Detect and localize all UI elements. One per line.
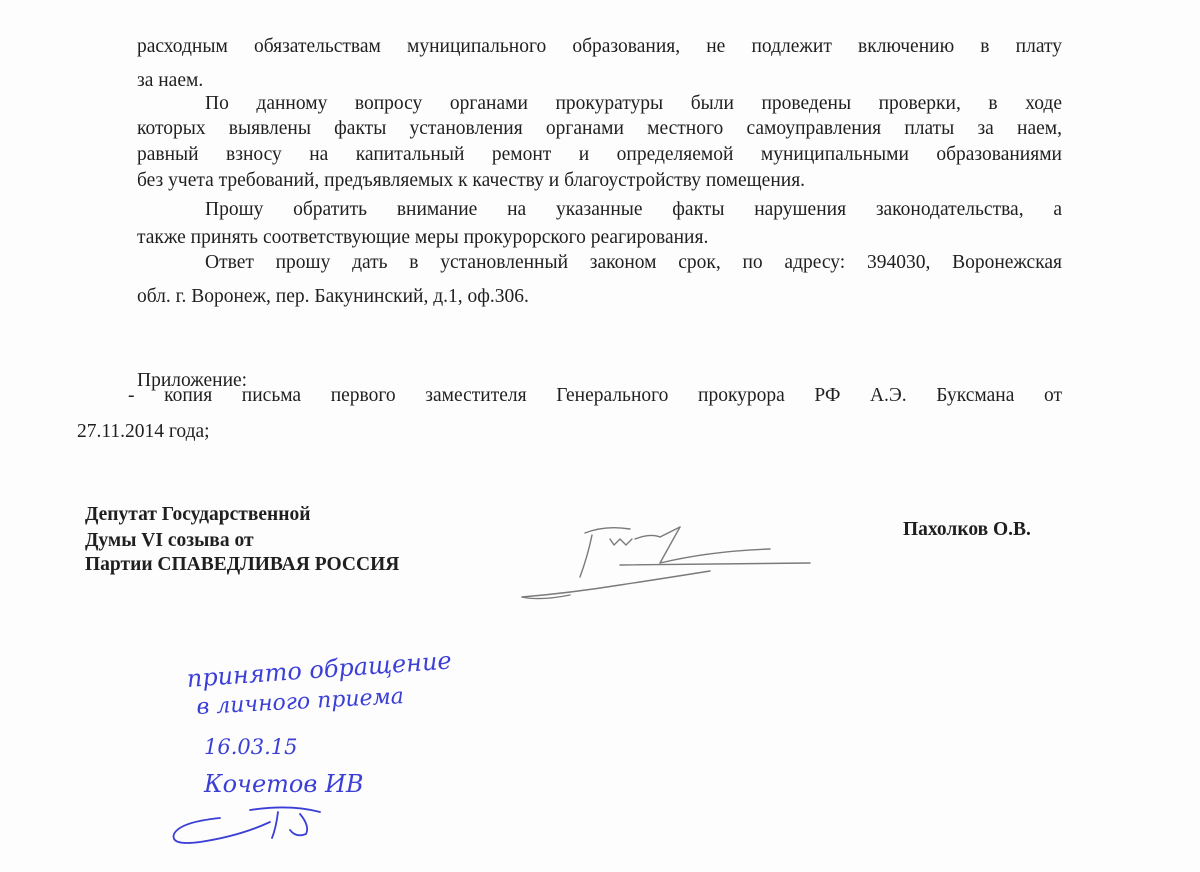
body-line-7: Прошу обратить внимание на указанные факты нарушения законодательства, а — [205, 200, 1062, 220]
attachment-line-2: 27.11.2014 года; — [77, 421, 210, 442]
deputy-signature — [510, 505, 830, 615]
body-line-9: Ответ прошу дать в установленный законом срок, по адресу: 394030, Воронежская — [205, 253, 1062, 273]
handwritten-note-signer: Кочетов ИВ — [204, 770, 364, 798]
body-line-1: расходным обязательствам муниципального образования, не подлежит включению в плату — [137, 37, 1062, 57]
handwritten-signature — [160, 800, 360, 860]
signatory-title-line-2: Думы VI созыва от — [85, 530, 254, 551]
handwritten-note-date: 16.03.15 — [204, 735, 298, 759]
body-line-6: без учета требований, предъявляемых к качеству и благоустройству помещения. — [137, 170, 806, 191]
attachment-line-1: - копия письма первого заместителя Генерального прокурора РФ А.Э. Буксмана от — [128, 386, 1062, 406]
body-line-8: также принять соответствующие меры прокурорского реагирования. — [137, 227, 709, 248]
handwritten-note-line-1: принято обращение — [185, 646, 453, 693]
attachment-heading: Приложение: — [137, 370, 248, 391]
body-line-10: обл. г. Воронеж, пер. Бакунинский, д.1, оф.306. — [137, 286, 529, 307]
signatory-title-line-3: Партии СПАВЕДЛИВАЯ РОССИЯ — [85, 554, 400, 575]
signatory-title-line-1: Депутат Государственной — [85, 504, 311, 525]
body-line-3: По данному вопросу органами прокуратуры были проведены проверки, в ходе — [205, 94, 1062, 114]
body-line-4: которых выявлены факты установления органами местного самоуправления платы за наем, — [137, 119, 1062, 139]
handwritten-note-line-2: в личного приема — [195, 684, 405, 720]
signatory-name: Пахолков О.В. — [903, 519, 1031, 540]
body-line-2: за наем. — [137, 70, 204, 91]
body-line-5: равный взносу на капитальный ремонт и определяемой муниципальными образованиями — [137, 145, 1062, 165]
